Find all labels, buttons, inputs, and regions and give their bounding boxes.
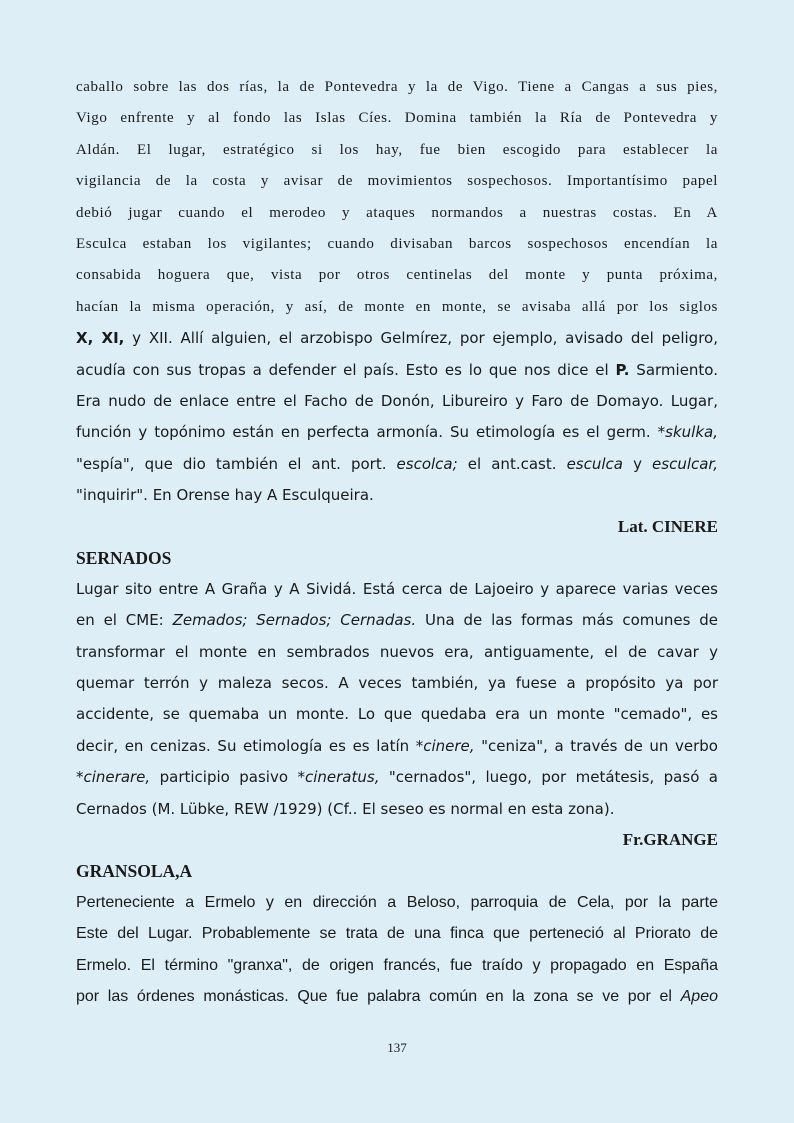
text-line: Vigo enfrente y al fondo las Islas Cíes. Domina también la Ría de Pontevedra y: [76, 110, 718, 127]
text-line: Era nudo de enlace entre el Facho de Donón, Libureiro y Faro de Domayo. Lugar,: [76, 392, 718, 411]
text-span: por las órdenes monásticas. Que fue palabra común en la zona se ve por el: [76, 988, 681, 1006]
paragraph-sernados: [76, 574, 718, 825]
text-line: [76, 981, 718, 1012]
paragraph-gransola: [76, 887, 718, 1013]
text-line: vigilancia de la costa y avisar de movimientos sospechosos. Importantísimo papel: [76, 173, 718, 190]
italic-text: *skulka,: [657, 423, 718, 442]
text-span: acudía con sus tropas a defender el país. Esto es lo que nos dice el: [76, 360, 616, 379]
text-span: Sarmiento.: [629, 360, 718, 379]
entry-heading-sernados: SERNADOS: [76, 547, 172, 568]
italic-text: Zemados; Sernados; Cernadas.: [172, 611, 417, 630]
text-line: [76, 355, 718, 386]
text-line: accidente, se quemaba un monte. Lo que quedaba era un monte "cemado", es: [76, 705, 718, 724]
bold-text: X, XI,: [76, 329, 125, 348]
italic-text: Apeo: [680, 988, 718, 1006]
text-line: [76, 731, 718, 762]
text-span: el ant.cast.: [457, 454, 567, 473]
text-line: hacían la misma operación, y así, de monte en monte, se avisaba allá por los siglos: [76, 298, 718, 315]
text-line: Ermelo. El término "granxa", de origen francés, fue traído y propagado en España: [76, 956, 718, 974]
text-line: Aldán. El lugar, estratégico si los hay, fue bien escogido para establecer la: [76, 141, 718, 158]
etymology-label-cinere: Lat. CINERE: [617, 516, 718, 536]
text-line: Lugar sito entre A Graña y A Sividá. Está cerca de Lajoeiro y aparece varias veces: [76, 579, 718, 598]
page-number: 137: [387, 1040, 407, 1055]
text-line: debió jugar cuando el merodeo y ataques normandos a nuestras costas. En A: [76, 204, 718, 221]
text-line: [76, 762, 718, 793]
text-line: consabida hoguera que, vista por otros centinelas del monte y punta próxima,: [76, 267, 718, 284]
text-span: "cernados", luego, por metátesis, pasó a: [379, 768, 718, 787]
text-line: quemar terrón y maleza secos. A veces también, ya fuese a propósito ya por: [76, 673, 718, 692]
italic-text: *cineratus,: [297, 768, 380, 787]
entry-heading-gransola: GRANSOLA,A: [76, 860, 193, 881]
text-span: en el CME:: [76, 611, 173, 630]
text-line: Este del Lugar. Probablemente se trata de una finca que perteneció al Priorato de: [76, 925, 718, 943]
italic-text: *cinerare,: [76, 768, 151, 787]
italic-text: *cinere,: [415, 736, 475, 755]
text-line: Cernados (M. Lübke, REW /1929) (Cf.. El seseo es normal en esta zona).: [76, 799, 615, 818]
text-span: "espía", que dio también el ant. port.: [76, 454, 397, 473]
text-span: decir, en cenizas. Su etimología es es latín: [76, 736, 416, 755]
text-line: caballo sobre las dos rías, la de Pontevedra y la de Vigo. Tiene a Cangas a sus pies,: [76, 79, 718, 95]
text-line: Esculca estaban los vigilantes; cuando divisaban barcos sospechosos encendían la: [76, 236, 718, 253]
text-span: "ceniza", a través de un verbo: [474, 736, 718, 755]
text-line: Perteneciente a Ermelo y en dirección a Beloso, parroquia de Cela, por la parte: [76, 893, 718, 911]
text-span: participio pasivo: [150, 768, 298, 787]
text-line: transformar el monte en sembrados nuevos era, antiguamente, el de cavar y: [76, 642, 718, 661]
paragraph-esculca-etymology: [76, 323, 718, 511]
italic-text: escolca;: [396, 454, 458, 473]
text-line: [76, 323, 718, 354]
text-span: Una de las formas más comunes de: [416, 611, 718, 630]
text-span: y XII. Allí alguien, el arzobispo Gelmírez, por ejemplo, avisado del peligro,: [124, 329, 718, 348]
text-line: "inquirir". En Orense hay A Esculqueira.: [76, 486, 374, 505]
text-line: [76, 449, 718, 480]
paragraph-esculca-continuation: [76, 72, 718, 323]
page-body: [76, 72, 718, 1013]
text-span: función y topónimo están en perfecta armonía. Su etimología es el germ.: [76, 423, 658, 442]
bold-text: P.: [615, 360, 630, 379]
text-line: [76, 417, 718, 448]
text-line: [76, 605, 718, 636]
italic-text: esculca: [566, 454, 623, 473]
text-span: y: [622, 454, 653, 473]
etymology-label-grange: Fr.GRANGE: [622, 829, 718, 849]
italic-text: esculcar,: [652, 454, 718, 473]
